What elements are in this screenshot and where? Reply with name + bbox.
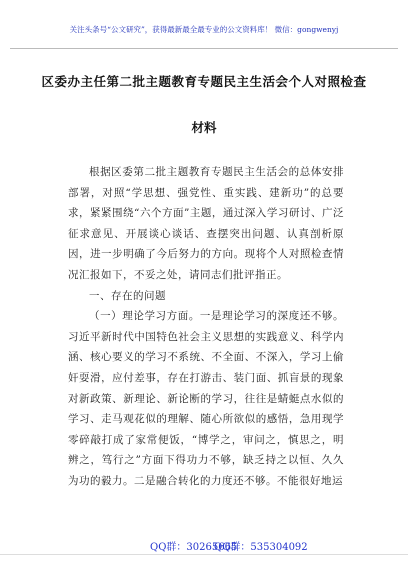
footer-divider	[0, 554, 408, 555]
header-divider	[10, 48, 398, 49]
document-title: 区委办主任第二批主题教育专题民主生活会个人对照检查	[41, 74, 367, 89]
page-footer	[0, 524, 408, 580]
footer-qq-group-2: QQ群：535304092	[214, 542, 308, 553]
paragraph-theory-study: （一）理论学习方面。一是理论学习的深度还不够。习近平新时代中国特色社会主义思想的实践意义、科学内涵、核心要义的学习不系统、不全面、不深入，学习上偷奸耍滑，应付差事，存在打游击、装门面、抓盲景的现象对新政策、新理论、新论断的学习，往往是蜻蜓点水似的学习、走马观花似的理解、随心所欲似的感悟，急用现学零碎敲打成了家常便饭，“博学之，审问之，慎思之，明辨之，笃行之”方面下得功力不够，缺乏持之以恒、久久为功的毅力。二是融合转化的力度还不够。不能很好地运	[68, 310, 344, 487]
document-subtitle: 材料	[191, 120, 217, 135]
page-header	[0, 0, 408, 52]
header-promo-text: 关注头条号“公文研究”，获得最新最全最专业的公文资料库！ 微信：gongwenyj	[69, 25, 339, 34]
section-heading: 一、存在的问题	[89, 289, 166, 302]
paragraph-intro: 根据区委第二批主题教育专题民主生活会的总体安排部署，对照“学思想、强党性、重实践、建新功”的总要求，紧紧围绕“六个方面”主题，通过深入学习研讨、广泛征求意见、开展谈心谈话、查摆突出问题、认真剖析原因，进一步明确了今后努力的方向。现将个人对照检查情况汇报如下，不妥之处，请同志们批评指正。	[68, 166, 344, 281]
document-body	[68, 162, 344, 492]
footer-qq-group-1: QQ群：30265665	[150, 542, 238, 553]
